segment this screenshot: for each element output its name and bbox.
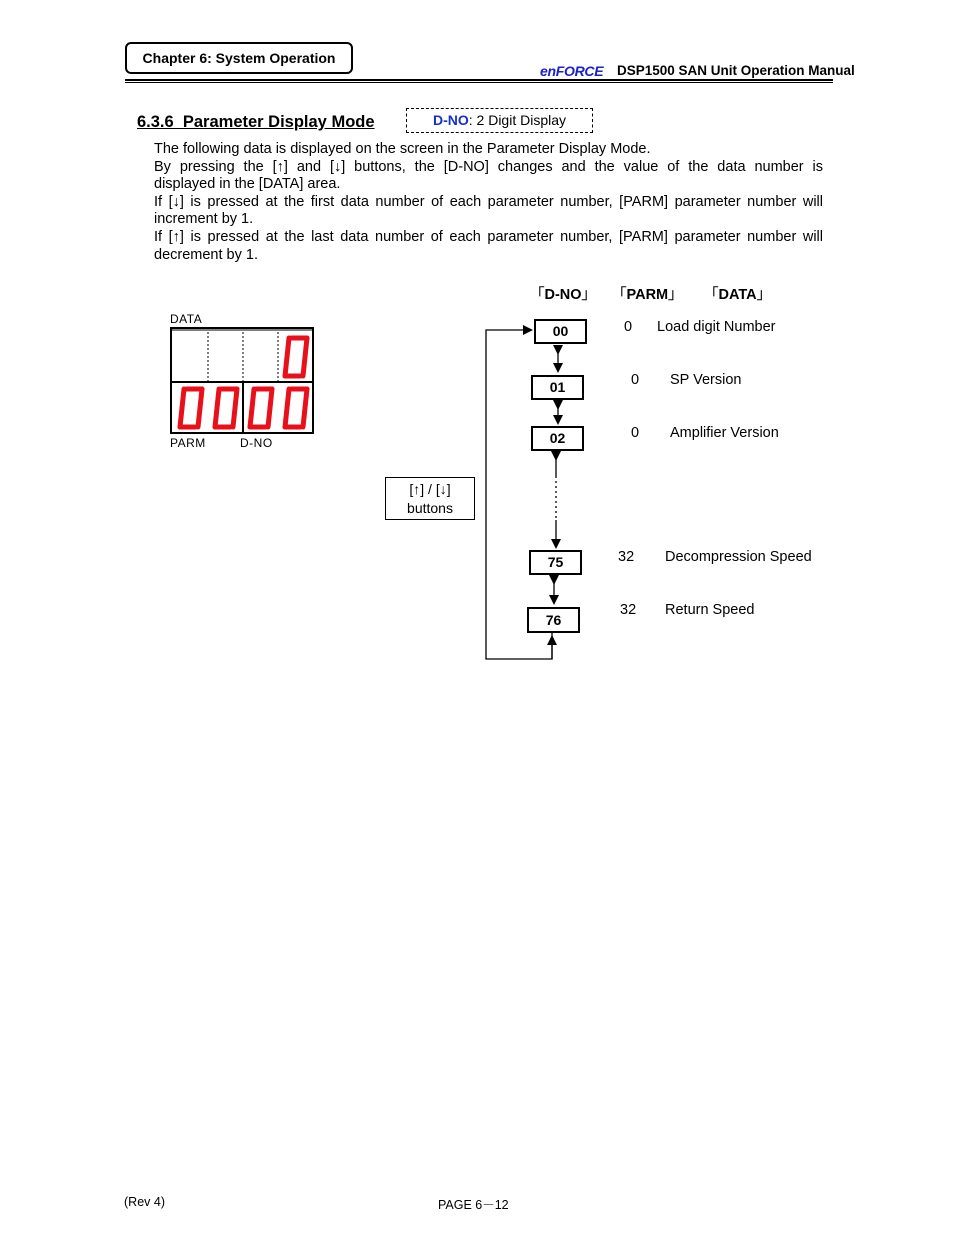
dno-cell-02: 02 — [531, 426, 584, 451]
section-title: 6.3.6 Parameter Display Mode — [137, 113, 375, 131]
parm-value-00: 0 — [624, 319, 633, 335]
col-head-dno: 「D-NO」 — [530, 287, 597, 303]
buttons-label-line2: buttons — [407, 500, 453, 516]
parm-value-76: 32 — [620, 602, 637, 618]
col-head-data: 「DATA」 — [704, 287, 772, 303]
col-head-parm: 「PARM」 — [612, 287, 683, 303]
data-desc-75: Decompression Speed — [665, 549, 812, 565]
enforce-logo: enFORCE — [540, 63, 604, 79]
parm-value-02: 0 — [631, 425, 640, 441]
lcd-data-label: DATA — [170, 312, 203, 326]
body-line: The following data is displayed on the screen in the Parameter Display Mode. — [154, 141, 651, 157]
dno-cell-00: 00 — [534, 319, 587, 344]
data-desc-01: SP Version — [670, 372, 742, 388]
lcd-dno-label: D-NO — [240, 436, 273, 450]
manual-title: DSP1500 SAN Unit Operation Manual — [617, 63, 855, 78]
data-desc-00: Load digit Number — [657, 319, 776, 335]
dno-cell-75: 75 — [529, 550, 582, 575]
dno-cell-76: 76 — [527, 607, 580, 633]
parm-value-01: 0 — [631, 372, 640, 388]
body-line: By pressing the [↑] and [↓] buttons, the [D-NO] changes and the value of the data number is — [154, 158, 823, 175]
footer-page-number: PAGE 6－12 — [438, 1198, 509, 1212]
body-line: decrement by 1. — [154, 246, 258, 263]
data-desc-02: Amplifier Version — [670, 425, 779, 441]
body-line: displayed in the [DATA] area. — [154, 176, 341, 193]
buttons-label-line1: [↑] / [↓] — [409, 481, 451, 497]
mode-tag-text: : 2 Digit Display — [468, 112, 567, 128]
buttons-label — [385, 477, 475, 520]
parm-value-75: 32 — [618, 549, 635, 565]
lcd-parm-label: PARM — [170, 436, 206, 450]
dno-cell-01: 01 — [531, 375, 584, 400]
body-line: increment by 1. — [154, 211, 254, 228]
body-line: If [↓] is pressed at the first data number of each parameter number, [PARM] parameter number will — [154, 193, 823, 210]
body-line: If [↑] is pressed at the last data number of each parameter number, [PARM] parameter number will — [154, 228, 823, 245]
footer-revision: (Rev 4) — [124, 1195, 165, 1209]
chapter-label: Chapter 6: System Operation — [125, 42, 353, 74]
data-desc-76: Return Speed — [665, 602, 755, 618]
mode-tag-key: D-NO — [432, 112, 469, 128]
